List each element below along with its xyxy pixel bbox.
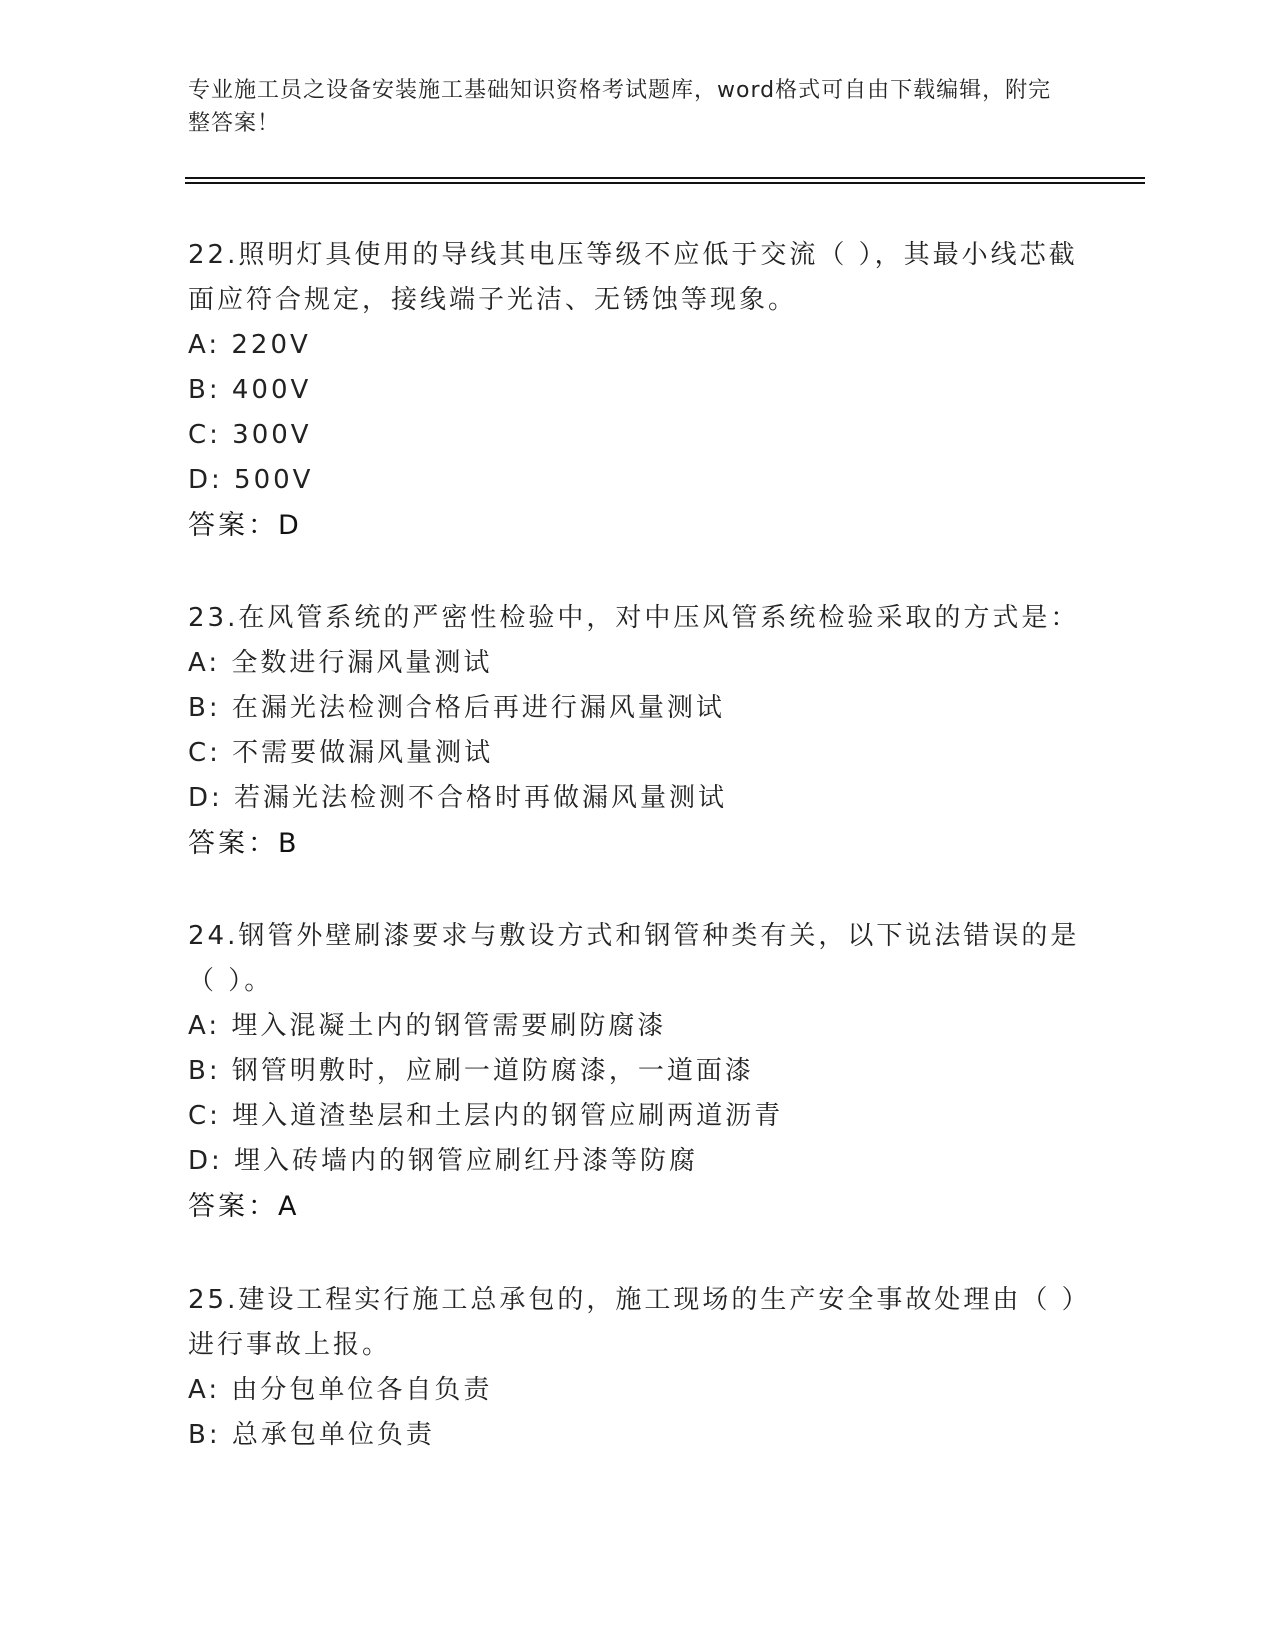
answer: 答案：D (188, 510, 302, 541)
option-c: C: 300V (188, 420, 312, 450)
option-d: D: 若漏光法检测不合格时再做漏风量测试 (188, 783, 728, 813)
option-d: D: 埋入砖墙内的钢管应刷红丹漆等防腐 (188, 1146, 699, 1176)
question-stem: 22.照明灯具使用的导线其电压等级不应低于交流（ ），其最小线芯截面应符合规定，接线端子光洁、无锈蚀等现象。 (188, 240, 1078, 315)
option-a: A: 由分包单位各自负责 (188, 1375, 493, 1405)
answer: 答案：A (188, 1191, 300, 1222)
option-a: A: 全数进行漏风量测试 (188, 648, 493, 678)
option-b: B: 总承包单位负责 (188, 1420, 435, 1450)
option-a: A: 埋入混凝土内的钢管需要刷防腐漆 (188, 1011, 667, 1041)
answer: 答案：B (188, 828, 300, 859)
option-b: B: 400V (188, 375, 312, 405)
question-stem: 25.建设工程实行施工总承包的，施工现场的生产安全事故处理由（ ）进行事故上报。 (188, 1285, 1078, 1360)
option-c: C: 不需要做漏风量测试 (188, 738, 494, 768)
question-stem: 24.钢管外壁刷漆要求与敷设方式和钢管种类有关，以下说法错误的是（ ）。 (188, 921, 1080, 996)
option-b: B: 钢管明敷时，应刷一道防腐漆，一道面漆 (188, 1056, 754, 1086)
option-c: C: 埋入道渣垫层和土层内的钢管应刷两道沥青 (188, 1101, 784, 1131)
header-divider-bottom (185, 182, 1145, 184)
question-25 (188, 1278, 1088, 1458)
header-divider-top (185, 177, 1145, 179)
question-24 (188, 914, 1088, 1229)
question-stem: 23.在风管系统的严密性检验中，对中压风管系统检验采取的方式是： (188, 603, 1080, 633)
document-header: 专业施工员之设备安装施工基础知识资格考试题库，word格式可自由下载编辑，附完整答案！ (188, 78, 1052, 136)
question-22 (188, 233, 1088, 548)
option-b: B: 在漏光法检测合格后再进行漏风量测试 (188, 693, 725, 723)
question-23 (188, 596, 1088, 866)
option-a: A: 220V (188, 330, 311, 360)
option-d: D: 500V (188, 465, 314, 495)
